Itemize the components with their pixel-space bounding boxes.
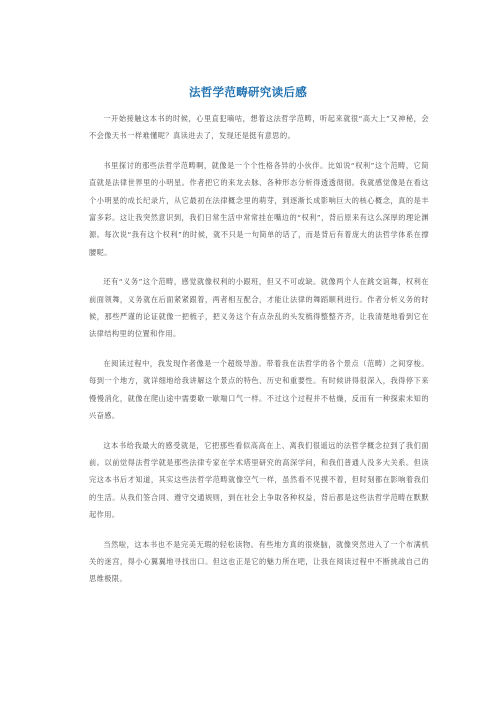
paragraph: 还有“义务”这个范畴，感觉就像权利的小跟班，但又不可或缺。就像两个人在跳交谊舞，权利在前面领舞，义务就在后面紧紧跟着，两者相互配合，才能让法律的舞蹈顺利进行。作者分析义务的时候，那些严谨的论证就像一把梳子，把义务这个有点杂乱的头发梳得整整齐齐，让我清楚地看到它在法律结构里的位置和作用。 [89, 277, 429, 339]
document-title: 法哲学范畴研究读后感 [189, 85, 307, 99]
paragraph: 当然啦，这本书也不是完美无瑕的轻松读物。有些地方真的很烧脑，就像突然进入了一个布满机关的迷宫，得小心翼翼地寻找出口。但这也正是它的魅力所在吧，让我在阅读过程中不断挑战自己的思维极限。 [89, 539, 429, 584]
paragraph: 一开始接触这本书的时候，心里直犯嘀咕，想着这法哲学范畴，听起来就很“高大上”又神秘，会不会像天书一样难懂呢？真读进去了，发现还是挺有意思的。 [89, 114, 429, 141]
document-body [89, 110, 429, 600]
paragraph: 书里探讨的那些法哲学范畴啊，就像是一个个性格各异的小伙伴。比如说“权利”这个范畴，它简直就是法律世界里的小明星。作者把它的来龙去脉、各种形态分析得透透彻彻。我就感觉像是在看这个小明星的成长纪录片，从它最初在法律概念里的萌芽，到逐渐长成影响巨大的核心概念，真的是丰富多彩。这让我突然意识到，我们日常生活中常常挂在嘴边的“权利”，背后原来有这么深厚的理论渊源。每次说“我有这个权利”的时候，就不只是一句简单的话了，而是背后有着庞大的法哲学体系在撑腰呢。 [89, 160, 429, 257]
paragraph: 这本书给我最大的感受就是，它把那些看似高高在上、离我们很遥远的法哲学概念拉到了我们面前。以前觉得法哲学就是那些法律专家在学术塔里研究的高深学问，和我们普通人没多大关系。但读完这本书后才知道，其实这些法哲学范畴就像空气一样，虽然看不见摸不着，但时刻都在影响着我们的生活。从我们签合同、遵守交通规则，到在社会上争取各种权益，背后都是这些法哲学范畴在默默起作用。 [89, 440, 429, 520]
paragraph: 在阅读过程中，我发现作者像是一个超级导游。带着我在法哲学的各个景点（范畴）之间穿梭。每到一个地方，就详细地给我讲解这个景点的特色、历史和重要性。有时候讲得很深入，我得停下来慢慢消化，就像在爬山途中需要歇一歇喘口气一样。不过这个过程并不枯燥，反而有一种探索未知的兴奋感。 [89, 358, 429, 421]
